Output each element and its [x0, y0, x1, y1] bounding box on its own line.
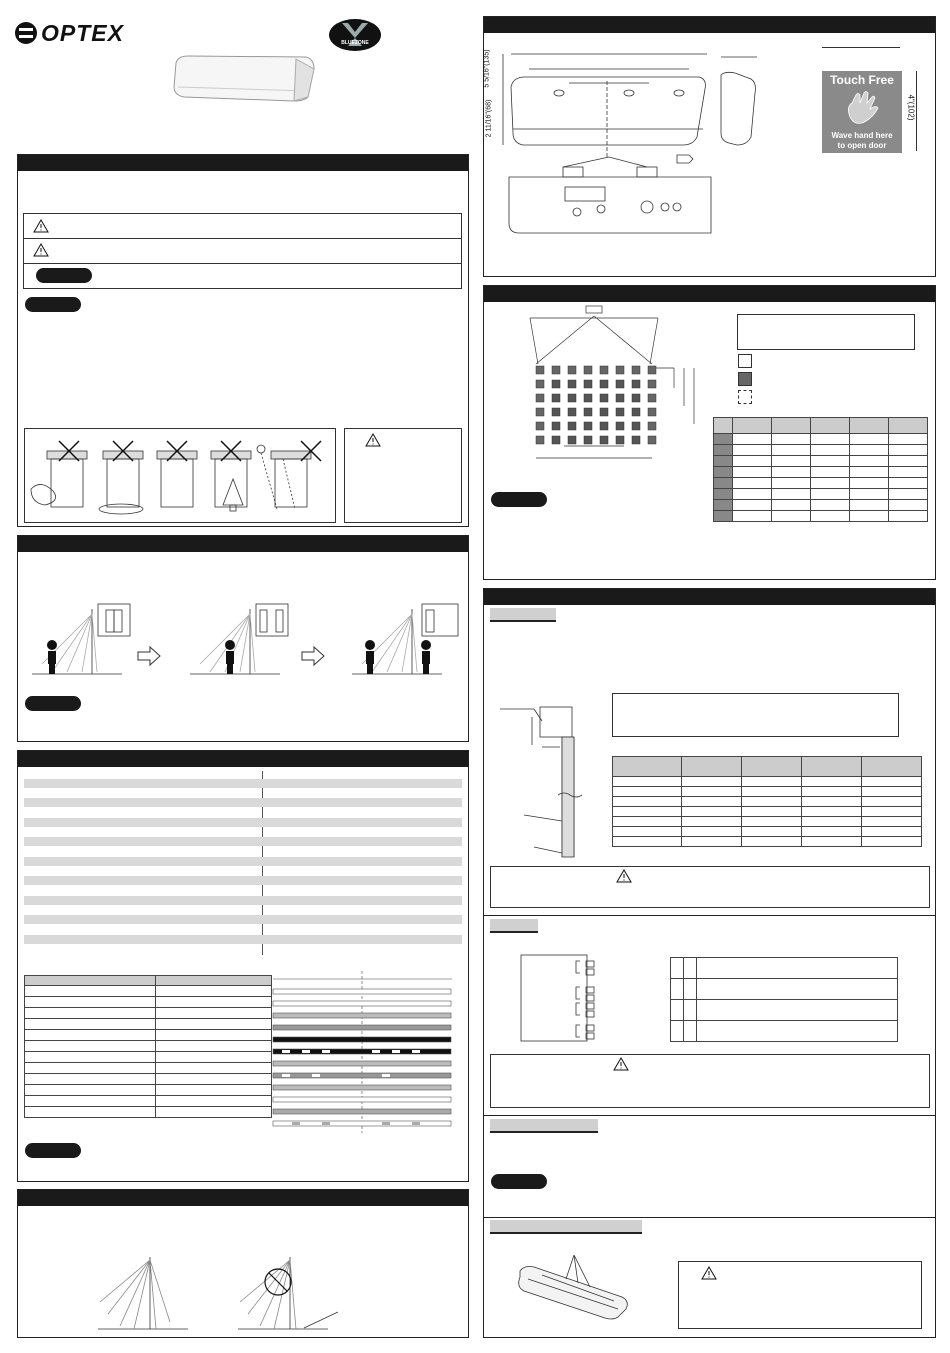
detection-spot [568, 394, 576, 402]
detection-spot [600, 422, 608, 430]
detection-spot [632, 422, 640, 430]
note-badge [25, 1143, 81, 1158]
subsection-heading-wiring [490, 919, 538, 933]
operation-section [17, 535, 469, 742]
connector-diagram [520, 953, 600, 1045]
warning-triangle-icon [365, 433, 381, 447]
led-timing-chart [272, 971, 462, 1133]
hand-wave-icon [842, 89, 882, 127]
detection-pattern-diagram [524, 304, 704, 466]
dimensions-section [483, 16, 936, 277]
cover-caution-box [678, 1261, 922, 1329]
detection-spot [632, 394, 640, 402]
prohibited-icon [265, 1269, 291, 1295]
note-badge [25, 297, 81, 312]
detection-spot [648, 436, 656, 444]
detection-spot [568, 436, 576, 444]
detection-spot [600, 394, 608, 402]
product-photo [168, 53, 318, 105]
note-badge [491, 492, 547, 507]
detection-spot [584, 380, 592, 388]
detection-spot [552, 422, 560, 430]
detection-spot [536, 394, 544, 402]
detection-area-table [713, 417, 928, 522]
detection-spot [600, 380, 608, 388]
dimension-drawing [489, 37, 789, 247]
brand-name: OPTEX [41, 20, 124, 46]
specifications-section [17, 750, 469, 1182]
detection-spot [552, 394, 560, 402]
warning-triangle-icon [33, 219, 49, 233]
bluezone-text: BLUEZONE [341, 40, 369, 46]
detection-spot [568, 422, 576, 430]
mounting-height-diagram [494, 697, 584, 859]
detection-spot [648, 422, 656, 430]
detection-spot [648, 366, 656, 374]
detection-spot [600, 436, 608, 444]
detection-spot [552, 436, 560, 444]
subsection-heading-cover [490, 1220, 642, 1234]
detection-spot [584, 394, 592, 402]
warning-box [23, 213, 462, 289]
legend-swatch-dashed [738, 390, 752, 404]
detection-spot [600, 408, 608, 416]
note-badge [25, 696, 81, 711]
sticker-line2: to open door [837, 141, 887, 150]
wiring-caution-box [490, 1054, 930, 1108]
mounting-note-box [612, 693, 899, 737]
sticker-line1: Wave hand here [831, 131, 893, 140]
detection-spot [600, 366, 608, 374]
detection-spot [632, 366, 640, 374]
mounting-caution-box [490, 866, 930, 908]
sticker-height-dimension: 4"(102) [906, 94, 916, 121]
note-badge [36, 268, 92, 283]
legend-swatch-white [738, 354, 752, 368]
detection-spot [648, 380, 656, 388]
detection-spot [536, 436, 544, 444]
warning-triangle-icon [701, 1266, 717, 1280]
detection-spot [648, 394, 656, 402]
sticker-title: Touch Free [830, 73, 894, 87]
detection-spot [584, 366, 592, 374]
subsection-heading-mounting [490, 608, 556, 622]
caution-box [344, 428, 462, 523]
mounting-height-table [612, 756, 922, 847]
detection-spot [584, 436, 592, 444]
detection-spot [584, 422, 592, 430]
detection-spot [648, 408, 656, 416]
detection-spot [616, 422, 624, 430]
warning-triangle-icon [33, 243, 49, 257]
detection-spot [632, 380, 640, 388]
detection-spot [616, 436, 624, 444]
detection-spot [616, 366, 624, 374]
detection-spot [568, 380, 576, 388]
legend-swatch-gray [738, 372, 752, 386]
note-badge [491, 1174, 547, 1189]
precautions-section [17, 154, 469, 527]
detection-spot [616, 408, 624, 416]
warning-triangle-icon [613, 1057, 629, 1071]
operation-sequence-illustration [22, 594, 464, 684]
detection-spot [536, 380, 544, 388]
installation-dont-illustrations [24, 428, 336, 523]
legend-note-box [737, 314, 915, 350]
detection-area-section [483, 285, 936, 580]
detection-spot [552, 408, 560, 416]
detection-angle-illustration [78, 1252, 398, 1332]
length-dimension: 5 5/16"(135) [483, 49, 491, 88]
detection-spot [584, 408, 592, 416]
wiring-table [670, 957, 898, 1042]
subsection-heading-adjustment [490, 1119, 598, 1133]
warning-triangle-icon [616, 869, 632, 883]
bluezone-logo [328, 18, 382, 52]
height-dimension: 2 11/16"(68) [485, 99, 493, 138]
detection-spot [536, 422, 544, 430]
detection-spot [552, 380, 560, 388]
optex-logo [14, 20, 139, 46]
detection-spot [536, 366, 544, 374]
led-indicator-table [24, 975, 272, 1118]
installation-section [483, 588, 936, 1338]
detection-spot [632, 436, 640, 444]
detection-spot [616, 394, 624, 402]
detection-angle-section [17, 1189, 469, 1338]
detection-spot [568, 366, 576, 374]
touch-free-sticker [822, 71, 902, 153]
detection-spot [632, 408, 640, 416]
detection-spot [568, 408, 576, 416]
detection-spot [536, 408, 544, 416]
cover-removal-illustration [514, 1251, 634, 1327]
detection-spot [552, 366, 560, 374]
detection-spot [616, 380, 624, 388]
